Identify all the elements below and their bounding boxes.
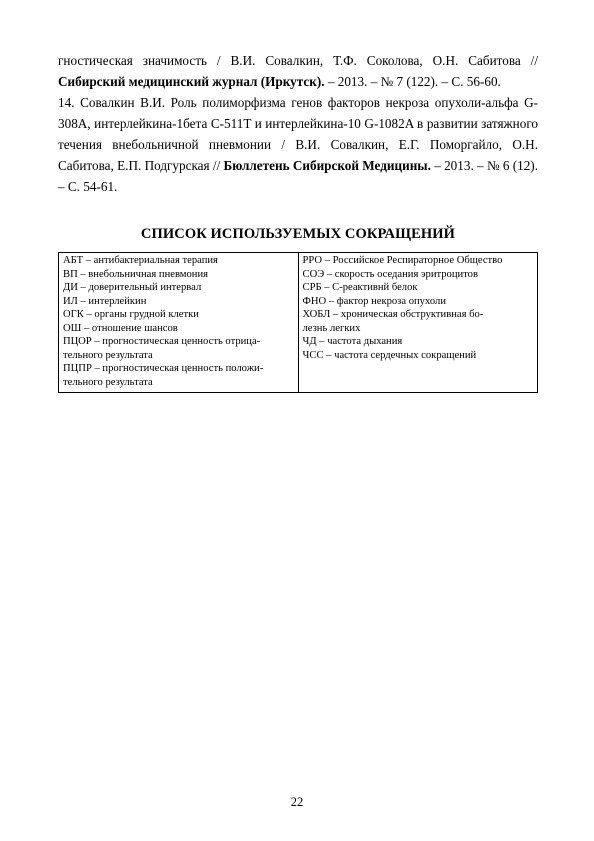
reference-details: – 2013. – № 7 (122). – С. 56-60. bbox=[324, 74, 501, 89]
list-item: ФНО – фактор некроза опухоли bbox=[302, 295, 446, 307]
list-item: ДИ – доверительный интервал bbox=[63, 282, 202, 293]
journal-title: Бюллетень Сибирской Медицины. bbox=[223, 158, 431, 173]
list-item: тельного результата bbox=[63, 376, 153, 388]
reference-text: 14. Совалкин В.И. Роль полиморфизма генов факторов некроза опухоли-альфа G-308A, интерлейкина-1бета C-511T и интерлейкина-10 G-1082A в развитии затяжного течения внебольничной пневмонии / В.И. Совалкин, Е.Г. Поморгайло, О.Н. Сабитова, Е.П. Подгурская // bbox=[58, 95, 538, 173]
list-item: АБТ – антибактериальная терапия bbox=[63, 255, 218, 266]
abbreviations-table bbox=[58, 252, 538, 393]
reference-14 bbox=[58, 92, 538, 197]
journal-title: Сибирский медицинский журнал (Иркутск). bbox=[58, 74, 325, 89]
list-item: лезнь легких bbox=[302, 322, 361, 334]
list-item: ОГК – органы грудной клетки bbox=[63, 309, 199, 320]
list-item: ОШ – отношение шансов bbox=[63, 322, 178, 334]
page-number: 22 bbox=[290, 795, 304, 809]
reference-text: гностическая значимость / В.И. Совалкин, Т.Ф. Соколова, О.Н. Сабитова // bbox=[58, 53, 538, 68]
reference-details: – 2013. – № 6 (12). – С. 54-61. bbox=[58, 158, 538, 194]
reference-continuation bbox=[58, 50, 538, 92]
list-item: ПЦПР – прогностическая ценность положи- bbox=[63, 363, 264, 374]
list-item: ЧСС – частота сердечных сокращений bbox=[302, 349, 477, 361]
list-item: СОЭ – скорость оседания эритроцитов bbox=[302, 268, 478, 280]
list-item: РРО – Российское Респираторное Общество bbox=[302, 255, 503, 266]
list-item: тельного результата bbox=[63, 349, 153, 361]
abbreviations-right-column bbox=[298, 253, 538, 393]
list-item: ХОБЛ – хроническая обструктивная бо- bbox=[302, 309, 484, 320]
abbreviations-left-column bbox=[59, 253, 299, 393]
list-item: ПЦОР – прогностическая ценность отрица- bbox=[63, 336, 261, 347]
list-item: ВП – внебольничная пневмония bbox=[63, 268, 208, 280]
table-row bbox=[59, 253, 538, 393]
list-item: СРБ – С-реактивнй белок bbox=[302, 282, 418, 293]
list-item: ЧД – частота дыхания bbox=[302, 336, 403, 347]
section-heading: СПИСОК ИСПОЛЬЗУЕМЫХ СОКРАЩЕНИЙ bbox=[140, 226, 456, 242]
list-item: ИЛ – интерлейкин bbox=[63, 295, 147, 307]
